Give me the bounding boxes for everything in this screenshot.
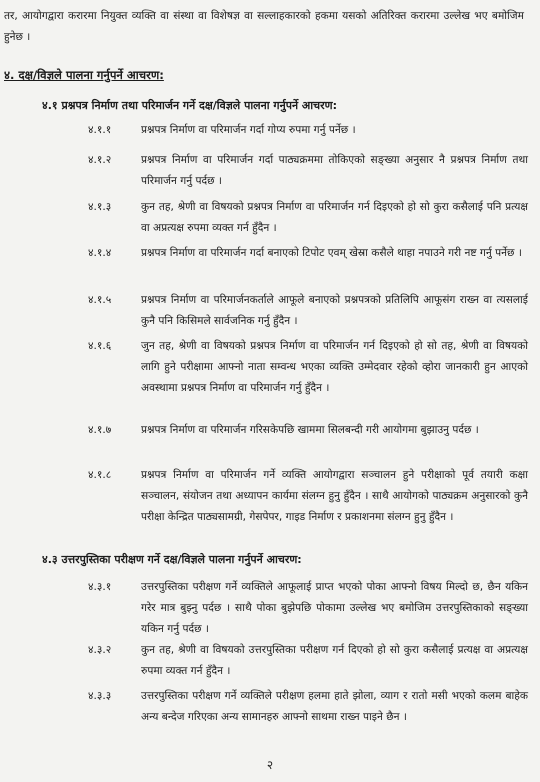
subsection-4-1-heading: ४.१ प्रश्नपत्र निर्माण तथा परिमार्जन गर्ने दक्ष/विज्ञले पालना गर्नुपर्ने आचरण: — [42, 99, 337, 112]
list-item-text: प्रश्नपत्र निर्माण वा परिमार्जन गरिसकेपछि खाममा सिलबन्दी गरी आयोगमा बुझाउनु पर्दछ । — [141, 424, 479, 436]
page-number: २ — [266, 758, 274, 772]
item-number: ४.३.१ — [88, 581, 112, 593]
list-item-text: जुन तह, श्रेणी वा विषयको प्रश्नपत्र निर्माण वा परिमार्जन गर्न दिइएको हो सो तह, श्रेणी वा विषयको लागि हुने परीक्षामा आफ्नो नाता सम्वन्ध भएका व्यक्ति उम्मेदवार रहेको व्होरा जानकारी हुन आएको अवस्थामा प्रश्नपत्र निर्माण वा परिमार्जन गर्नु हुँदैन । — [141, 340, 528, 394]
list-item-text: प्रश्नपत्र निर्माण वा परिमार्जनकर्ताले आफूले बनाएको प्रश्नपत्रको प्रतिलिपि आफूसंग राख्न वा त्यसलाई कुनै पनि किसिमले सार्वजनिक गर्नु हुँदैन । — [141, 294, 528, 327]
item-number: ४.१.८ — [88, 469, 112, 481]
item-number: ४.१.७ — [88, 424, 112, 436]
list-item-text: प्रश्नपत्र निर्माण वा परिमार्जन गर्ने व्यक्ति आयोगद्वारा सञ्चालन हुने परीक्षाको पूर्व तयारी कक्षा सञ्चालन, संयोजन तथा अध्यापन कार्यमा संलग्न हुनु हुँदैन । साथै आयोगको पाठ्यक्रम अनुसारको कुनै परीक्षा केन्द्रित पाठ्यसामग्री, गेसपेपर, गाइड निर्माण र प्रकाशनमा संलग्न हुनु हुँदैन । — [141, 469, 528, 523]
list-item-text: उत्तरपुस्तिका परीक्षण गर्ने व्यक्तिले आफूलाई प्राप्त भएको पोका आफ्नो विषय मिल्दो छ, छैन यकिन गरेर मात्र बुझ्नु पर्दछ । साथै पोका बुझेपछि पोकामा उल्लेख भए बमोजिम उत्तरपुस्तिकाको सङ्ख्या यकिन गर्नु पर्दछ । — [141, 581, 528, 635]
list-item-text: प्रश्नपत्र निर्माण वा परिमार्जन गर्दा पाठ्यक्रममा तोकिएको सङ्ख्या अनुसार नै प्रश्नपत्र निर्माण तथा परिमार्जन गर्नु पर्दछ । — [141, 154, 528, 187]
list-item-text: कुन तह, श्रेणी वा विषयको प्रश्नपत्र निर्माण वा परिमार्जन गर्न दिइएको हो सो कुरा कसैलाई पनि प्रत्यक्ष वा अप्रत्यक्ष रुपमा व्यक्त गर्न हुँदैन । — [141, 201, 528, 234]
item-number: ४.१.४ — [88, 247, 112, 259]
item-number: ४.३.२ — [88, 644, 112, 656]
item-number: ४.१.५ — [88, 294, 112, 306]
item-number: ४.१.२ — [88, 154, 112, 166]
item-number: ४.१.३ — [88, 201, 112, 213]
section-4-heading: ४. दक्ष/विज्ञले पालना गर्नुपर्ने आचरण: — [4, 68, 164, 82]
intro-paragraph: तर, आयोगद्वारा करारमा नियुक्त व्यक्ति वा संस्था वा विशेषज्ञ वा सल्लाहकारको हकमा यसको अतिरिक्त करारमा उल्लेख भए बमोजिम हुनेछ । — [4, 10, 524, 43]
item-number: ४.१.१ — [88, 124, 112, 136]
list-item-text: प्रश्नपत्र निर्माण वा परिमार्जन गर्दा गोप्य रुपमा गर्नु पर्नेछ । — [141, 124, 356, 136]
subsection-4-3-heading: ४.३ उत्तरपुस्तिका परीक्षण गर्ने दक्ष/विज्ञले पालना गर्नुपर्ने आचरण: — [42, 553, 302, 566]
list-item-text: कुन तह, श्रेणी वा विषयको उत्तरपुस्तिका परीक्षण गर्न दिएको हो सो कुरा कसैलाई प्रत्यक्ष वा अप्रत्यक्ष रुपमा व्यक्त गर्न हुँदैन । — [141, 644, 528, 677]
item-number: ४.१.६ — [88, 340, 112, 352]
list-item-text: प्रश्नपत्र निर्माण वा परिमार्जन गर्दा बनाएको टिपोट एवम् खेस्रा कसैले थाहा नपाउने गरी नष्ट गर्नु पर्नेछ । — [141, 247, 522, 259]
list-item-text: उत्तरपुस्तिका परीक्षण गर्ने व्यक्तिले परीक्षण हलमा हाते झोला, व्याग र रातो मसी भएको कलम बाहेक अन्य बन्देज गरिएका अन्य सामानहरु आफ्नो साथमा राख्न पाइने छैन । — [141, 690, 528, 723]
item-number: ४.३.३ — [88, 690, 112, 702]
